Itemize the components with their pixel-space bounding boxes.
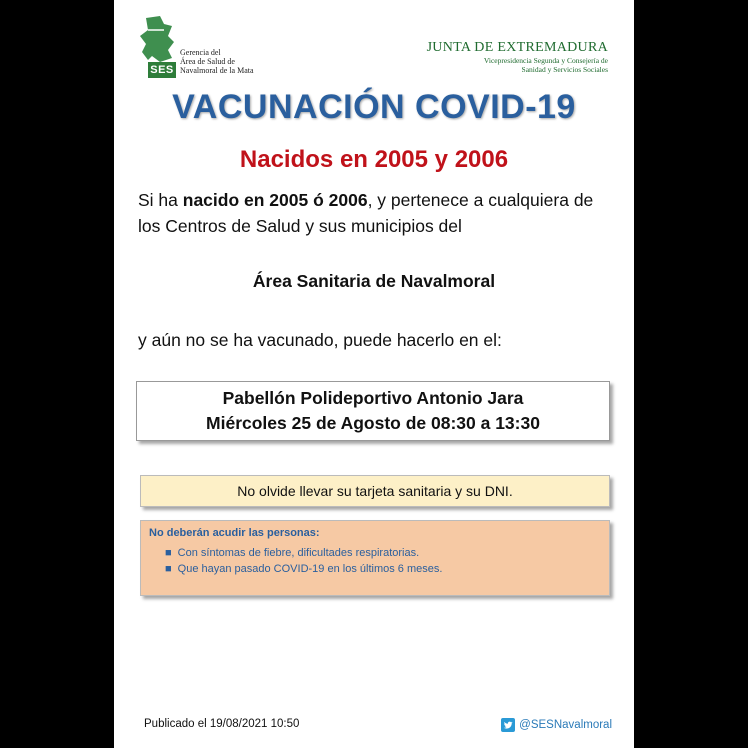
warning-title: No deberán acudir las personas: (149, 527, 320, 539)
bullet-icon: ■ (165, 547, 172, 559)
bullet-icon: ■ (165, 563, 172, 575)
list-item: ■ Que hayan pasado COVID-19 en los últimos 6 meses. (165, 563, 443, 575)
junta-title: JUNTA DE EXTREMADURA (426, 40, 608, 55)
venue-schedule: Miércoles 25 de Agosto de 08:30 a 13:30 (206, 413, 540, 433)
warning-box (140, 520, 610, 596)
twitter-icon (501, 718, 515, 732)
birth-years: nacido en 2005 ó 2006 (182, 190, 368, 210)
ses-organization-name: Gerencia del Área de Salud de Navalmoral de la Mata (180, 48, 254, 75)
intro-paragraph: Si ha nacido en 2005 ó 2006, y pertenece a cualquiera de los Centros de Salud y sus municipios del (138, 190, 594, 236)
junta-logo (408, 40, 608, 74)
warning-list (149, 545, 601, 577)
list-item: ■ Con síntomas de fiebre, dificultades respiratorias. (165, 547, 420, 559)
ses-badge: SES (148, 62, 176, 78)
venue-name: Pabellón Polideportivo Antonio Jara (222, 388, 524, 408)
ses-logo (138, 16, 278, 80)
twitter-handle[interactable]: @SESNavalmoral (501, 718, 612, 732)
page-title: VACUNACIÓN COVID-19 (172, 88, 576, 126)
page-subtitle: Nacidos en 2005 y 2006 (239, 146, 509, 173)
health-area: Área Sanitaria de Navalmoral (252, 271, 496, 291)
poster (114, 0, 634, 748)
published-date: Publicado el 19/08/2021 10:50 (144, 718, 300, 730)
junta-subtitle-2: Sanidad y Servicios Sociales (521, 65, 608, 74)
junta-subtitle-1: Vicepresidencia Segunda y Consejería de (483, 56, 608, 65)
reminder-box: No olvide llevar su tarjeta sanitaria y su DNI. (140, 475, 610, 507)
venue-box (136, 381, 610, 441)
intro-paragraph-2: y aún no se ha vacunado, puede hacerlo en el: (138, 330, 502, 350)
